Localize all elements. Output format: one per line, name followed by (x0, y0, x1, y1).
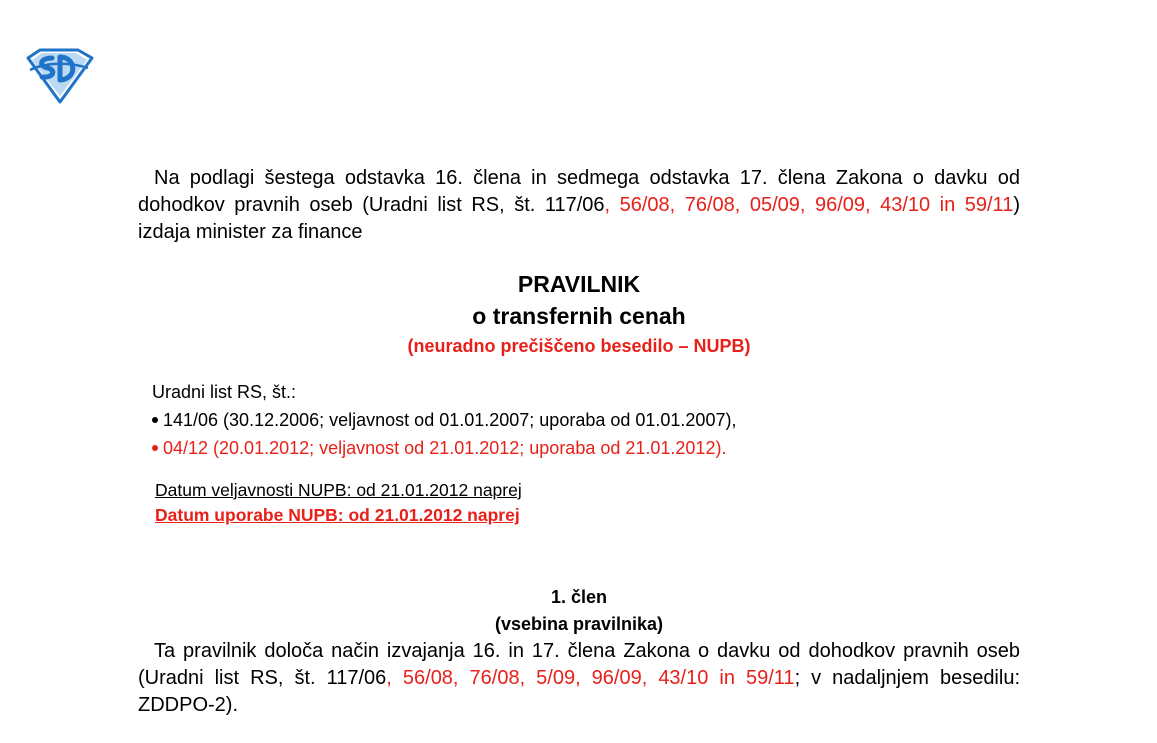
article-text-end: ; v nadaljnjem besedilu: ZDDPO-2). (138, 667, 1021, 716)
article-title: 1. člen (550, 587, 608, 607)
gazette-item (152, 406, 1020, 434)
document-title-sub: o transfernih cenah (472, 303, 686, 329)
preamble-paragraph (138, 165, 1020, 246)
bullet-icon (152, 417, 158, 423)
gazette-references (138, 378, 1020, 462)
preamble-text-end: ) izdaja minister za finance (138, 194, 1020, 243)
preamble-text: Na podlagi šestega odstavka 16. člena in sedmega odstavka 17. člena Zakona o davku od dohodkov pravnih oseb (Uradni list RS, št. 117/06 (138, 167, 1020, 216)
gazette-item-text: 141/06 (30.12.2006; veljavnost od 01.01.2007; uporaba od 01.01.2007), (163, 410, 737, 430)
article-amendments: , 56/08, 76/08, 5/09, 96/09, 43/10 in 59/11 (386, 667, 795, 689)
article-body (138, 638, 1020, 719)
bullet-icon (152, 445, 158, 451)
article-text: Ta pravilnik določa način izvajanja 16. in 17. člena Zakona o davku od dohodkov pravnih oseb (Uradni list RS, št. 117/06 (138, 640, 1020, 689)
use-date: Datum uporabe NUPB: od 21.01.2012 naprej (155, 505, 520, 525)
gazette-item (152, 434, 1020, 462)
document-status-note: (neuradno prečiščeno besedilo – NUPB) (407, 336, 751, 356)
preamble-amendments: , 56/08, 76/08, 05/09, 96/09, 43/10 in 59/11 (604, 194, 1014, 216)
gazette-item-text: 04/12 (20.01.2012; veljavnost od 21.01.2012; uporaba od 21.01.2012). (163, 438, 727, 458)
validity-date: Datum veljavnosti NUPB: od 21.01.2012 naprej (155, 480, 522, 500)
validity-dates (138, 478, 1020, 528)
gazette-label: Uradni list RS, št.: (152, 382, 297, 402)
document-title: PRAVILNIK (517, 271, 641, 297)
article-subtitle: (vsebina pravilnika) (494, 614, 664, 634)
document-page (138, 165, 1020, 719)
diamond-logo-icon (22, 48, 96, 104)
